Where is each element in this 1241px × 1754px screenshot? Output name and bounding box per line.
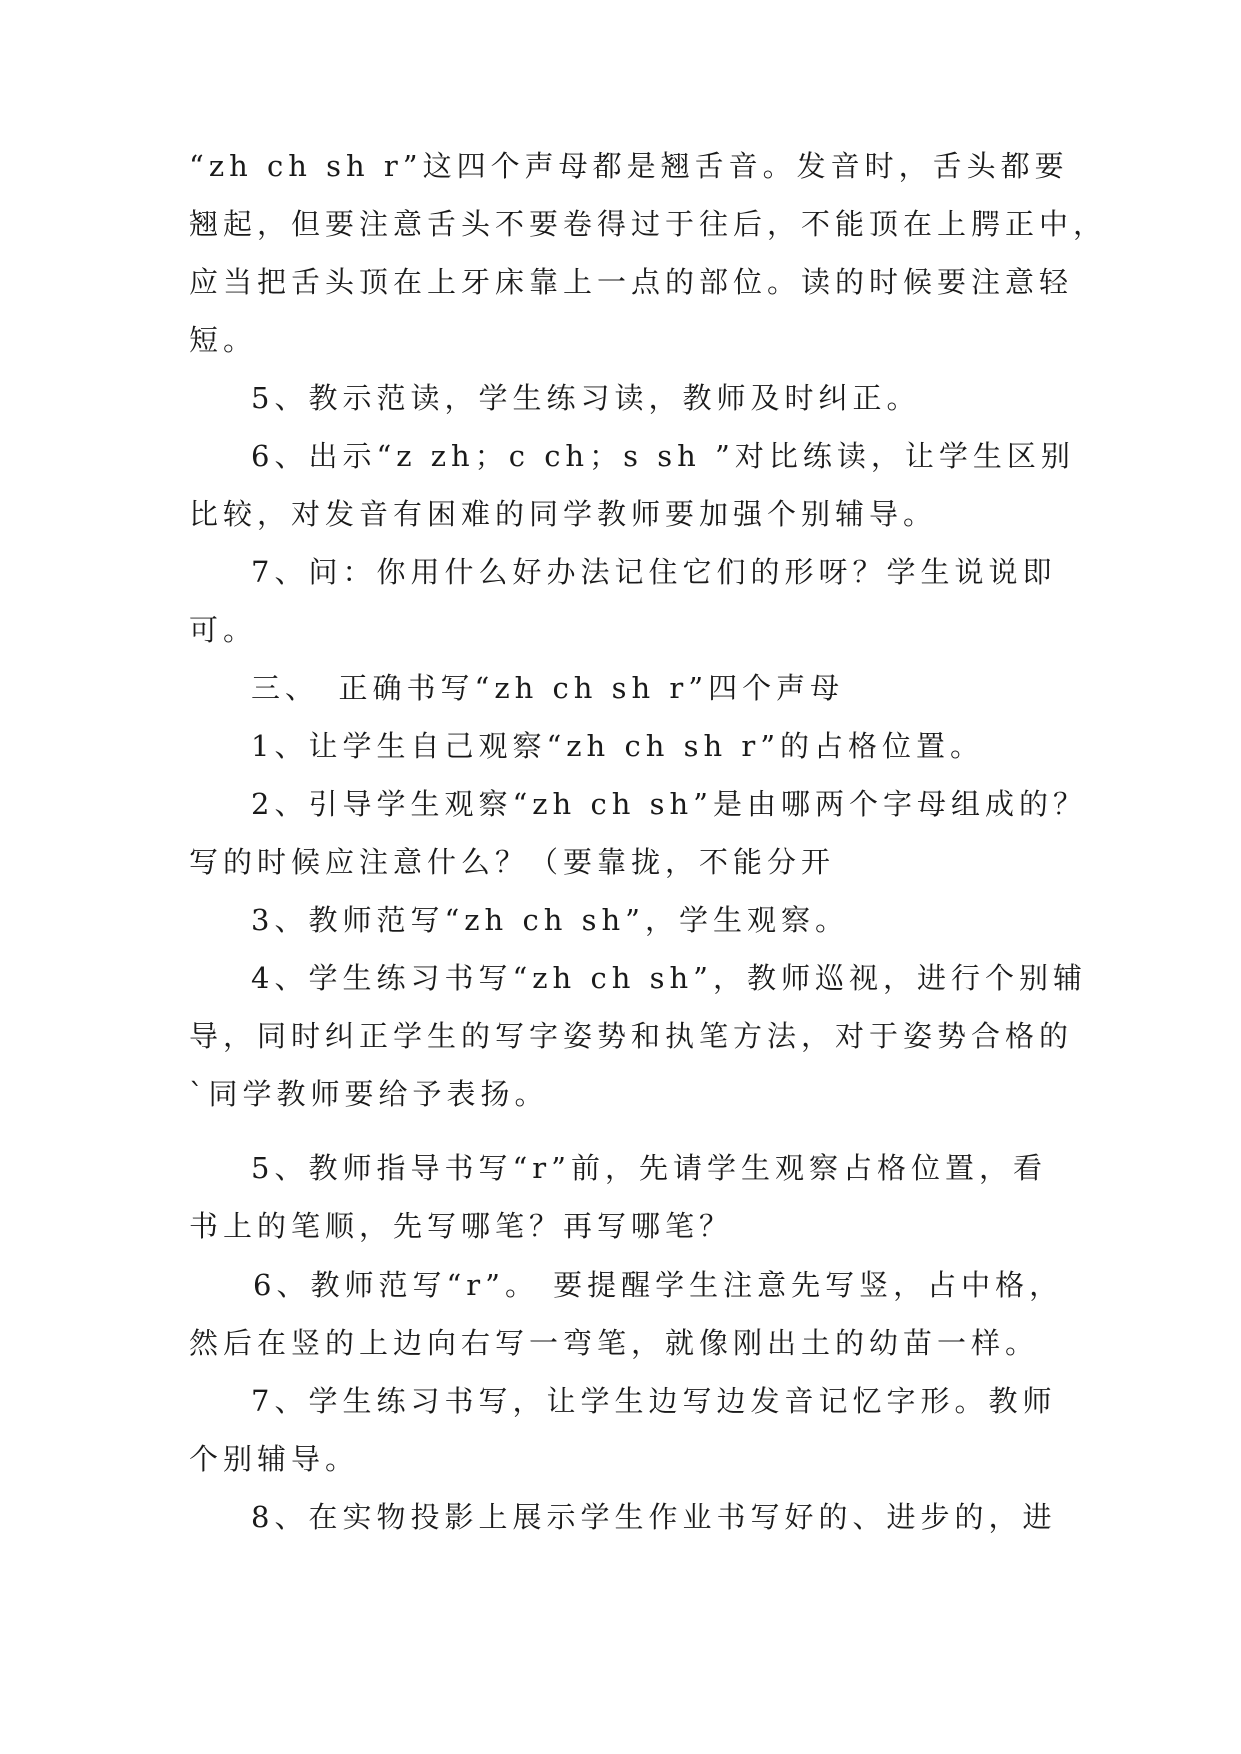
text-line <box>0 717 1241 775</box>
text-line <box>0 891 1241 949</box>
line-text: 个别辅导。 <box>189 1442 360 1476</box>
line-text: 6、教师范写“r”。 要提醒学生注意先写竖，占中格， <box>253 1268 1064 1302</box>
line-text: 写的时候应注意什么？（要靠拢，不能分开 <box>189 845 836 879</box>
text-line <box>0 775 1241 833</box>
line-text: 7、问：你用什么好办法记住它们的形呀？学生说说即 <box>251 555 1057 589</box>
line-text: 比较，对发音有困难的同学教师要加强个别辅导。 <box>189 497 938 531</box>
text-line <box>0 1430 1241 1488</box>
text-line <box>0 1065 1241 1123</box>
text-line <box>0 485 1241 543</box>
line-text: 可。 <box>189 613 258 647</box>
text-line <box>0 137 1241 195</box>
line-text: 然后在竖的上边向右写一弯笔，就像刚出土的幼苗一样。 <box>189 1326 1040 1360</box>
line-text: `同学教师要给予表扬。 <box>189 1077 549 1111</box>
text-line <box>0 1372 1241 1430</box>
line-text: 8、在实物投影上展示学生作业书写好的、进步的，进 <box>251 1500 1057 1534</box>
line-text: 应当把舌头顶在上牙床靠上一点的部位。读的时候要注意轻 <box>189 265 1074 299</box>
line-text: 短。 <box>189 323 258 357</box>
line-text: 7、学生练习书写，让学生边写边发音记忆字形。教师 <box>251 1384 1057 1418</box>
line-text: 2、引导学生观察“zh ch sh”是由哪两个字母组成的？ <box>251 787 1087 821</box>
line-text: 导，同时纠正学生的写字姿势和执笔方法，对于姿势合格的 <box>189 1019 1074 1053</box>
text-line <box>0 543 1241 601</box>
text-line <box>0 195 1241 253</box>
line-text: “zh ch sh r”这四个声母都是翘舌音。发音时，舌头都要 <box>189 149 1069 183</box>
text-line <box>0 1139 1241 1197</box>
text-line <box>0 253 1241 311</box>
text-line <box>0 1314 1241 1372</box>
line-text: 4、学生练习书写“zh ch sh”，教师巡视，进行个别辅 <box>251 961 1087 995</box>
text-line <box>0 1256 1241 1314</box>
line-text: 6、出示“z zh；c ch；s sh ”对比练读，让学生区别 <box>251 439 1075 473</box>
line-text: 翘起，但要注意舌头不要卷得过于往后，不能顶在上腭正中， <box>189 207 1108 241</box>
text-line <box>0 1488 1241 1546</box>
text-line <box>0 949 1241 1007</box>
text-line <box>0 601 1241 659</box>
text-line <box>0 1197 1241 1255</box>
text-line <box>0 311 1241 369</box>
text-line <box>0 1007 1241 1065</box>
line-text: 1、让学生自己观察“zh ch sh r”的占格位置。 <box>251 729 985 763</box>
line-text: 3、教师范写“zh ch sh”，学生观察。 <box>251 903 849 937</box>
text-line <box>0 833 1241 891</box>
line-text: 5、教师指导书写“r”前，先请学生观察占格位置，看 <box>251 1151 1047 1185</box>
text-line <box>0 427 1241 485</box>
section-heading <box>0 659 1241 717</box>
line-text: 5、教示范读，学生练习读，教师及时纠正。 <box>251 381 921 415</box>
line-text: 书上的笔顺，先写哪笔？再写哪笔？ <box>189 1209 734 1243</box>
text-line <box>0 369 1241 427</box>
line-text: 三、 正确书写“zh ch sh r”四个声母 <box>251 671 845 705</box>
